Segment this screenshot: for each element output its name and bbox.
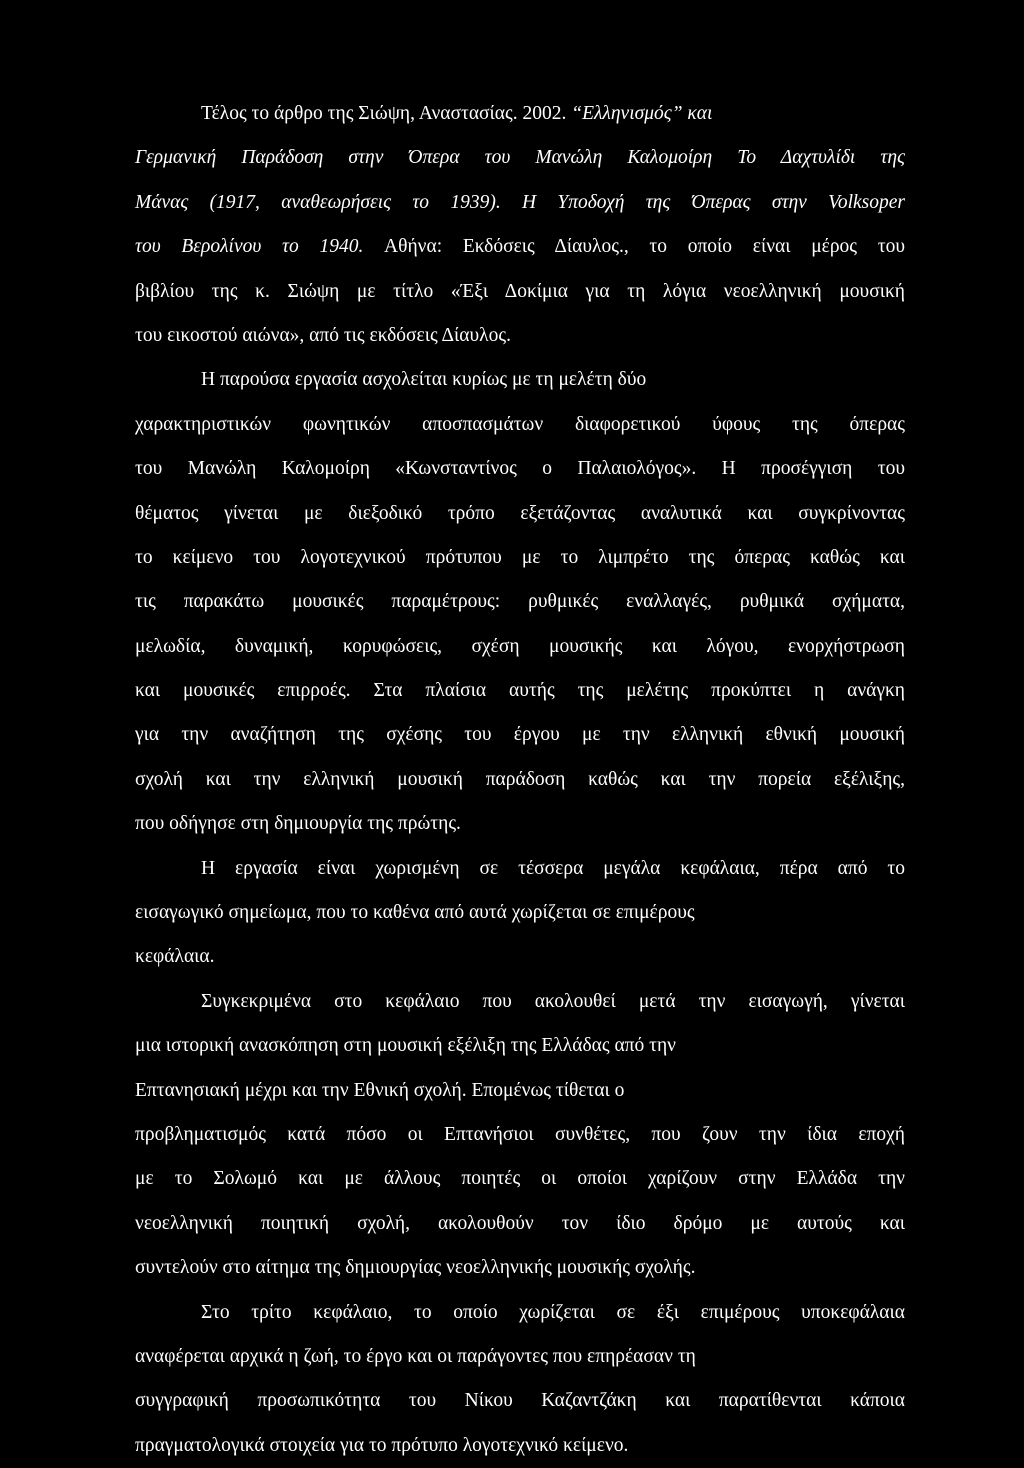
text-line xyxy=(135,1157,905,1201)
text-line xyxy=(135,92,905,136)
text-segment: Η παρούσα εργασία ασχολείται κυρίως με τη μελέτη δύο xyxy=(201,369,647,391)
text-line xyxy=(135,492,905,536)
text-line xyxy=(135,758,905,802)
text-segment: που οδήγησε στη δημιουργία της πρώτης. xyxy=(135,813,461,835)
text-line xyxy=(135,403,905,447)
text-segment: κεφάλαια. xyxy=(135,946,215,968)
text-segment: θέματος γίνεται με διεξοδικό τρόπο εξετάζοντας αναλυτικά και συγκρίνοντας xyxy=(135,502,905,524)
text-segment: νεοελληνική ποιητική σχολή, ακολουθούν τον ίδιο δρόμο με αυτούς και xyxy=(135,1212,905,1234)
text-line xyxy=(135,225,905,269)
text-line xyxy=(135,136,905,180)
text-segment: πραγματολογικά στοιχεία για το πρότυπο λογοτεχνικό κείμενο. xyxy=(135,1434,629,1456)
text-line xyxy=(135,1069,905,1113)
text-segment: χαρακτηριστικών φωνητικών αποσπασμάτων διαφορετικού ύφους της όπερας xyxy=(135,413,905,435)
text-line xyxy=(135,713,905,757)
italic-text: Γερμανική Παράδοση στην Όπερα του Μανώλη Καλομοίρη Το Δαχτυλίδι της xyxy=(135,147,905,169)
text-line xyxy=(135,1379,905,1423)
text-line xyxy=(135,1113,905,1157)
text-line xyxy=(135,1024,905,1068)
text-line xyxy=(135,1335,905,1379)
italic-text: Μάνας (1917, αναθεωρήσεις το 1939). Η Υποδοχή της Όπερας στην Volksoper xyxy=(135,191,905,213)
text-line xyxy=(135,1424,905,1468)
text-segment: Τέλος το άρθρο της Σιώψη, Αναστασίας. 2002. xyxy=(201,103,572,124)
text-line xyxy=(135,935,905,979)
text-segment: βιβλίου της κ. Σιώψη με τίτλο «Έξι Δοκίμια για τη λόγια νεοελληνική μουσική xyxy=(135,280,905,302)
text-segment: σχολή και την ελληνική μουσική παράδοση καθώς και την πορεία εξέλιξης, xyxy=(135,768,905,790)
document-text-block xyxy=(135,92,905,1468)
italic-text: του Βερολίνου το 1940. xyxy=(135,236,385,258)
text-line xyxy=(135,669,905,713)
text-segment: Στο τρίτο κεφάλαιο, το οποίο χωρίζεται σε έξι επιμέρους υποκεφάλαια xyxy=(201,1301,905,1323)
text-segment: εισαγωγικό σημείωμα, που το καθένα από αυτά χωρίζεται σε επιμέρους xyxy=(135,902,695,924)
text-segment: του εικοστού αιώνα», από τις εκδόσεις Δίαυλος. xyxy=(135,324,511,346)
text-line xyxy=(135,625,905,669)
text-segment: και μουσικές επιρροές. Στα πλαίσια αυτής της μελέτης προκύπτει η ανάγκη xyxy=(135,680,905,702)
text-line xyxy=(135,314,905,358)
text-line xyxy=(135,358,905,402)
text-segment: μελωδία, δυναμική, κορυφώσεις, σχέση μουσικής και λόγου, ενορχήστρωση xyxy=(135,635,905,657)
text-line xyxy=(135,891,905,935)
text-segment: τις παρακάτω μουσικές παραμέτρους: ρυθμικές εναλλαγές, ρυθμικά σχήματα, xyxy=(135,591,905,613)
text-line xyxy=(135,536,905,580)
text-segment: με το Σολωμό και με άλλους ποιητές οι οποίοι χαρίζουν στην Ελλάδα την xyxy=(135,1168,905,1190)
text-line xyxy=(135,181,905,225)
text-segment: προβληματισμός κατά πόσο οι Επτανήσιοι συνθέτες, που ζουν την ίδια εποχή xyxy=(135,1123,905,1145)
text-segment: το κείμενο του λογοτεχνικού πρότυπου με το λιμπρέτο της όπερας καθώς και xyxy=(135,546,905,568)
text-line xyxy=(135,802,905,846)
text-line xyxy=(135,447,905,491)
text-segment: συντελούν στο αίτημα της δημιουργίας νεοελληνικής μουσικής σχολής. xyxy=(135,1257,696,1279)
text-line xyxy=(135,1291,905,1335)
text-segment: Αθήνα: Εκδόσεις Δίαυλος., το οποίο είναι μέρος του xyxy=(384,236,905,258)
text-segment: Συγκεκριμένα στο κεφάλαιο που ακολουθεί μετά την εισαγωγή, γίνεται xyxy=(201,990,905,1012)
text-line xyxy=(135,1246,905,1290)
text-segment: συγγραφική προσωπικότητα του Νίκου Καζαντζάκη και παρατίθενται κάποια xyxy=(135,1390,905,1412)
text-line xyxy=(135,847,905,891)
text-segment: του Μανώλη Καλομοίρη «Κωνσταντίνος ο Παλαιολόγος». Η προσέγγιση του xyxy=(135,458,905,480)
text-line xyxy=(135,980,905,1024)
text-segment: Επτανησιακή μέχρι και την Εθνική σχολή. Επομένως τίθεται ο xyxy=(135,1079,625,1101)
text-segment: αναφέρεται αρχικά η ζωή, το έργο και οι παράγοντες που επηρέασαν τη xyxy=(135,1345,696,1367)
text-line xyxy=(135,270,905,314)
text-segment: για την αναζήτηση της σχέσης του έργου με την ελληνική εθνική μουσική xyxy=(135,724,905,746)
italic-text: “Ελληνισμός” και xyxy=(571,103,713,124)
text-segment: Η εργασία είναι χωρισμένη σε τέσσερα μεγάλα κεφάλαια, πέρα από το xyxy=(201,857,905,879)
text-segment: μια ιστορική ανασκόπηση στη μουσική εξέλιξη της Ελλάδας από την xyxy=(135,1035,676,1057)
text-line xyxy=(135,1202,905,1246)
text-line xyxy=(135,580,905,624)
